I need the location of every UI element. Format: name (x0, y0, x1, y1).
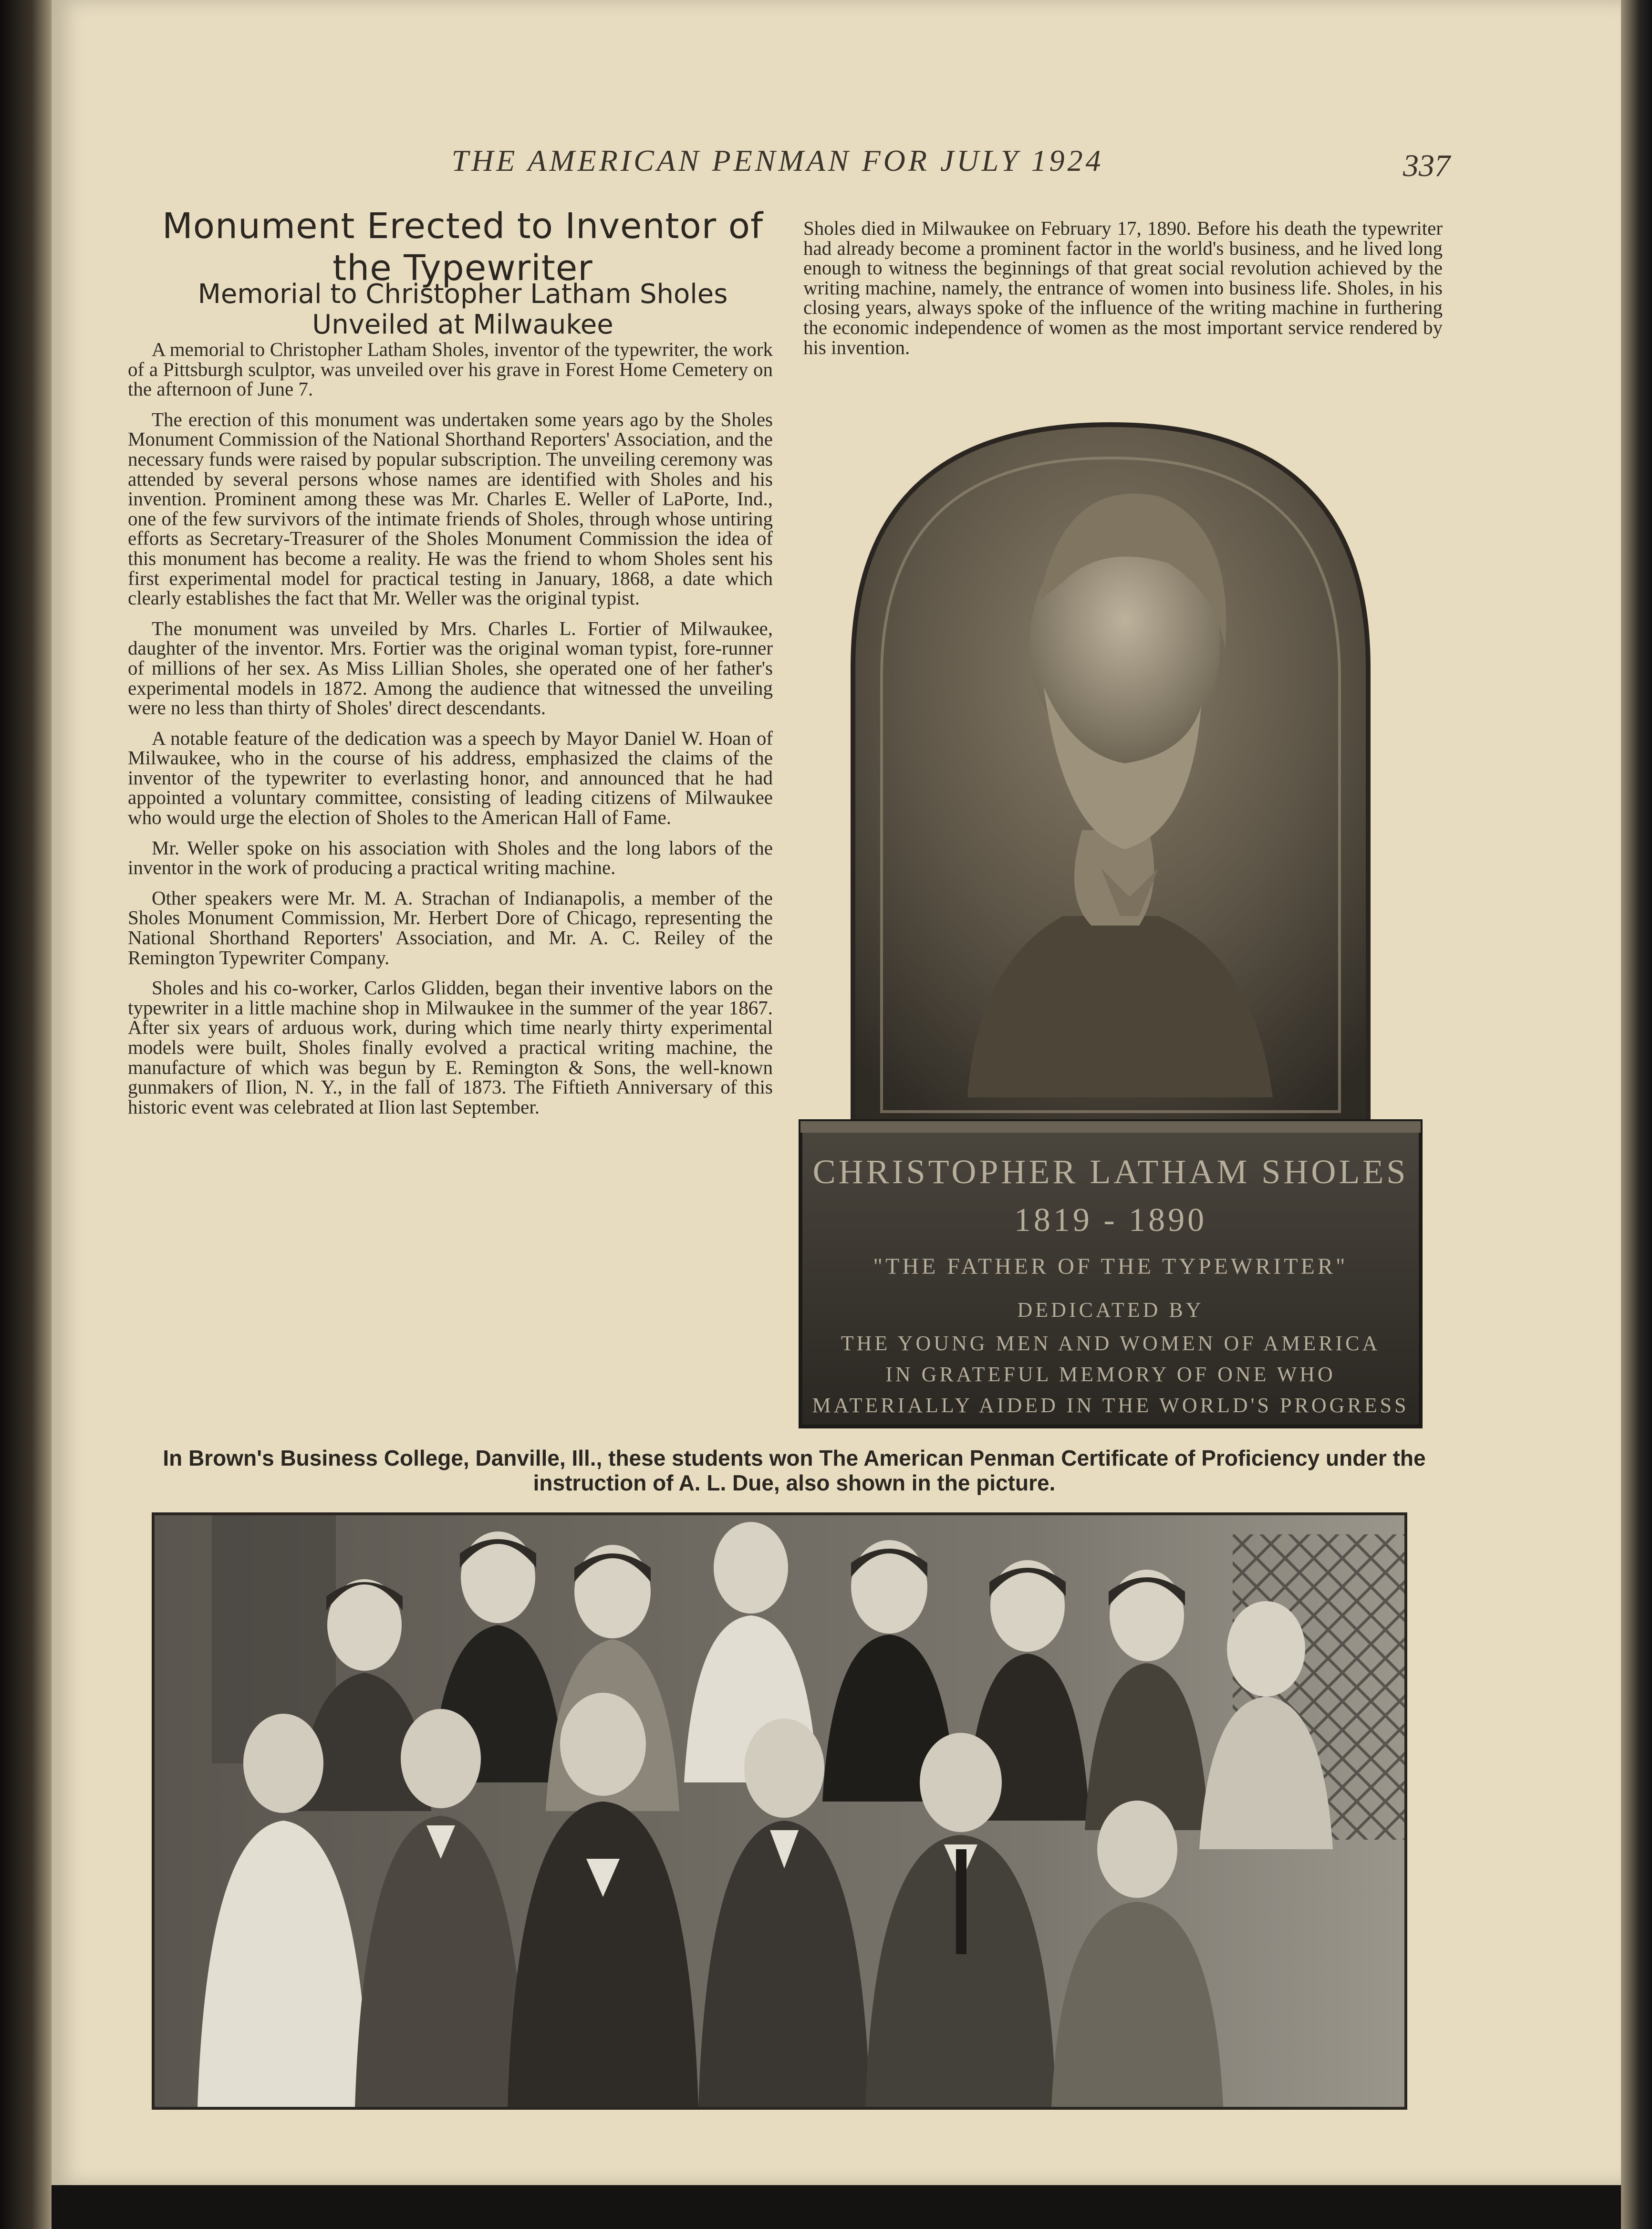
article-paragraph: Sholes died in Milwaukee on February 17, 1890. Before his death the typewriter had already become a prominent factor in the world's business, and he lived long enough to witness the beginnings of that great social revolution achieved by the writing machine, namely, the entrance of women into business life. Sholes, in his closing years, always spoke of the influence of the writing machine in furthering the economic independence of women as the most important service rendered by his invention. (803, 217, 1443, 358)
article-paragraph: Other speakers were Mr. M. A. Strachan of Indianapolis, a member of the Sholes Monument Commission, Mr. Herbert Dore of Chicago, representing the National Shorthand Reporters' Association, and Mr. A. C. Reiley of the Remington Typewriter Company. (128, 886, 773, 969)
article-paragraph: Sholes and his co-worker, Carlos Glidden, began their inventive labors on the typewriter in a little machine shop in Milwaukee in the summer of the year 1867. After six years of arduous work, during which time nearly thirty experimental models were built, Sholes finally evolved a practical writing machine, the manufacture of which was begun by E. Remington & Sons, the well-known gunmakers of Ilion, N. Y., in the fall of 1873. The Fiftieth Anniversary of this historic event was celebrated at Ilion last September. (128, 977, 773, 1118)
plaque-dedication-line: DEDICATED BY (1017, 1298, 1204, 1322)
plaque-dedication-line: MATERIALLY AIDED IN THE WORLD'S PROGRESS (812, 1394, 1409, 1417)
article-paragraph: A notable feature of the dedication was a speech by Mayor Daniel W. Hoan of Milwaukee, who in the course of his address, emphasized the claims of the inventor of the typewriter to everlasting honor, and announced that he had appointed a voluntary committee, consisting of leading citizens of Milwaukee who would urge the election of Sholes to the American Hall of Fame. (128, 727, 773, 829)
article-left-column (128, 340, 773, 1127)
plaque-illustration (796, 420, 1425, 1431)
article-title: Monument Erected to Inventor of the Typewriter (162, 206, 764, 289)
article-subtitle: Memorial to Christopher Latham Sholes Unveiled at Milwaukee (197, 279, 728, 340)
group-photo-illustration (155, 1515, 1404, 2107)
running-header: THE AMERICAN PENMAN FOR JULY 1924 (451, 144, 1104, 177)
book-spine-shadow (0, 0, 57, 2229)
page-right-edge (1621, 0, 1652, 2229)
plaque-dedication-line: IN GRATEFUL MEMORY OF ONE WHO (885, 1363, 1336, 1386)
article-paragraph: A memorial to Christopher Latham Sholes, inventor of the typewriter, the work of a Pittsburgh sculptor, was unveiled over his grave in Forest Home Cemetery on the afternoon of June 7. (128, 338, 773, 400)
article-paragraph: The monument was unveiled by Mrs. Charles L. Fortier of Milwaukee, daughter of the inventor. Mrs. Fortier was the original woman typist, fore-runner of millions of her sex. As Miss Lillian Sholes, she operated one of her father's experimental models in 1872. Among the audience that witnessed the unveiling were no less than thirty of Sholes' direct descendants. (128, 617, 773, 719)
plaque-name: CHRISTOPHER LATHAM SHOLES (812, 1153, 1409, 1191)
photo-caption: In Brown's Business College, Danville, Ill., these students won The American Penman Certificate of Proficiency under the instruction of A. L. Due, also shown in the picture. (163, 1446, 1426, 1495)
plaque-epithet: "THE FATHER OF THE TYPEWRITER" (873, 1254, 1348, 1279)
class-group-photo (152, 1512, 1407, 2110)
page-number: 337 (1403, 148, 1450, 183)
article-paragraph: The erection of this monument was undertaken some years ago by the Sholes Monument Commission of the National Shorthand Reporters' Association, and the necessary funds were raised by popular subscription. The unveiling ceremony was attended by several persons whose names are identified with Sholes and his invention. Prominent among these was Mr. Charles E. Weller of LaPorte, Ind., one of the few survivors of the intimate friends of Sholes, through whose untiring efforts as Secretary-Treasurer of the Sholes Monument Commission the idea of this monument has become a reality. He was the friend to whom Sholes sent his first experimental model for practical testing in January, 1868, a date which clearly establishes the fact that Mr. Weller was the original typist. (128, 408, 773, 609)
article-right-column (803, 219, 1443, 368)
sholes-memorial-plaque-photo (796, 420, 1425, 1431)
plaque-dedication-line: THE YOUNG MEN AND WOMEN OF AMERICA (841, 1332, 1381, 1355)
page-bottom-edge (52, 2185, 1621, 2229)
plaque-dates: 1819 - 1890 (1014, 1202, 1207, 1239)
article-paragraph: Mr. Weller spoke on his association with Sholes and the long labors of the inventor in the work of producing a practical writing machine. (128, 836, 773, 879)
